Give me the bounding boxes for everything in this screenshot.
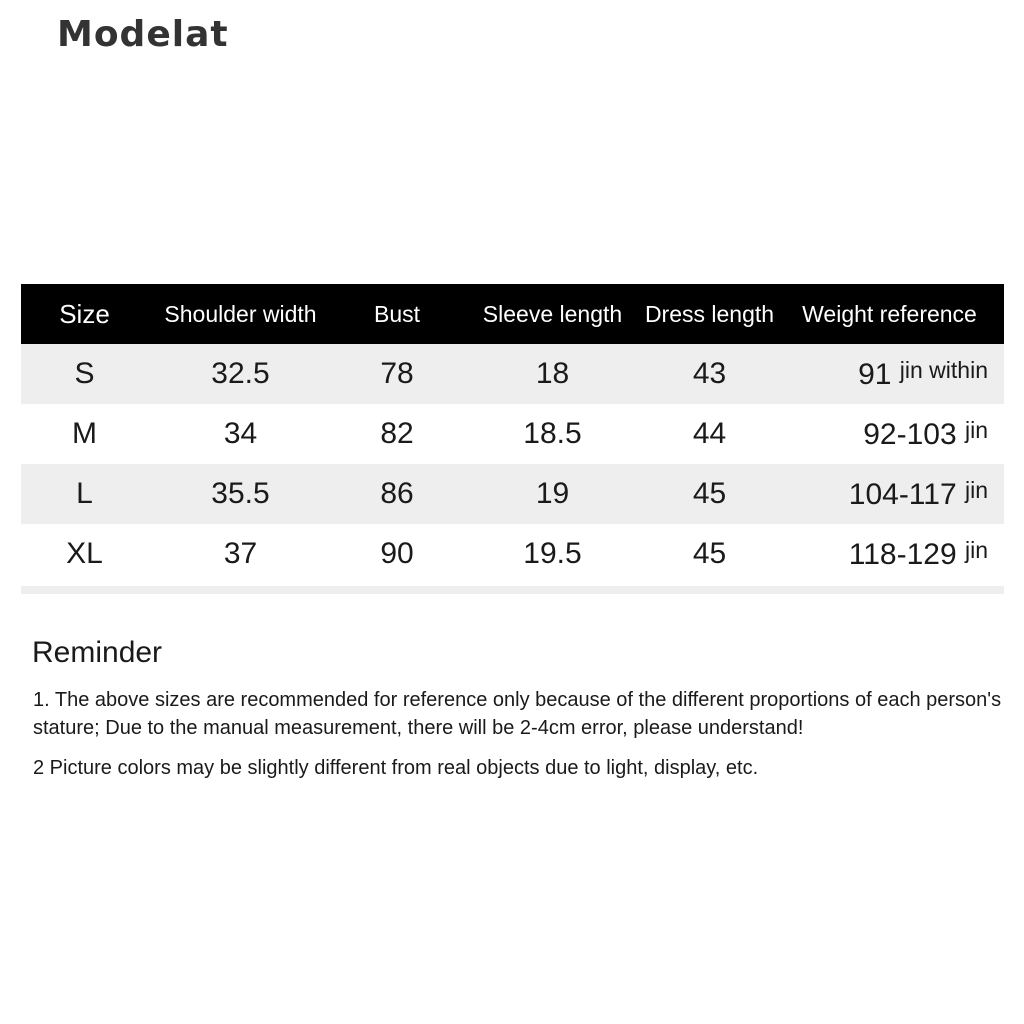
reminder-note-1: 1. The above sizes are recommended for reference only because of the different proportions of each person's stature; Due to the manual measurement, there will be 2-4cm error, please understand! <box>33 689 1002 739</box>
cell-dress: 45 <box>644 464 775 524</box>
header-shoulder-width: Shoulder width <box>148 284 333 344</box>
cell-sleeve: 19 <box>461 464 644 524</box>
brand-logo: Modelat <box>57 14 229 55</box>
reminder-note-2: 2 Picture colors may be slightly different from real objects due to light, display, etc. <box>33 757 759 779</box>
header-size: Size <box>21 284 148 344</box>
table-row <box>21 404 1004 464</box>
table-row <box>21 344 1004 404</box>
cell-size: XL <box>66 537 103 570</box>
weight-value: 104-117 <box>848 477 957 511</box>
header-sleeve-length: Sleeve length <box>461 284 644 344</box>
cell-shoulder: 32.5 <box>148 344 333 404</box>
cell-dress: 45 <box>692 537 727 570</box>
header-weight-reference: Weight reference <box>775 284 1004 344</box>
weight-value: 91 <box>858 357 892 391</box>
cell-sleeve: 18.5 <box>523 417 582 450</box>
cell-weight <box>775 464 1004 524</box>
weight-unit: jin within <box>899 356 988 383</box>
cell-shoulder: 34 <box>223 417 258 450</box>
cell-size: M <box>72 417 97 450</box>
weight-unit: jin <box>964 476 988 503</box>
header-bust: Bust <box>333 284 461 344</box>
cell-weight <box>775 524 1004 584</box>
cell-bust: 78 <box>333 344 461 404</box>
weight-value: 92-103 <box>863 417 957 451</box>
cell-sleeve: 19.5 <box>523 537 582 570</box>
cell-sleeve: 18 <box>461 344 644 404</box>
table-row <box>21 464 1004 524</box>
reminder-title: Reminder <box>32 636 163 669</box>
weight-unit: jin <box>964 536 988 563</box>
cell-shoulder: 37 <box>223 537 258 570</box>
table-bottom-bar <box>21 586 1004 594</box>
cell-weight <box>775 404 1004 464</box>
table-header-row <box>21 284 1004 344</box>
header-dress-length: Dress length <box>644 284 775 344</box>
weight-unit: jin <box>964 416 988 443</box>
weight-value: 118-129 <box>848 537 957 571</box>
cell-dress: 43 <box>644 344 775 404</box>
cell-weight <box>775 344 1004 404</box>
size-chart-table <box>21 284 1004 584</box>
cell-bust: 86 <box>333 464 461 524</box>
cell-dress: 44 <box>692 417 727 450</box>
table-row <box>21 524 1004 584</box>
cell-size: L <box>21 464 148 524</box>
cell-bust: 90 <box>380 537 414 570</box>
cell-shoulder: 35.5 <box>148 464 333 524</box>
cell-size: S <box>21 344 148 404</box>
cell-bust: 82 <box>380 417 414 450</box>
